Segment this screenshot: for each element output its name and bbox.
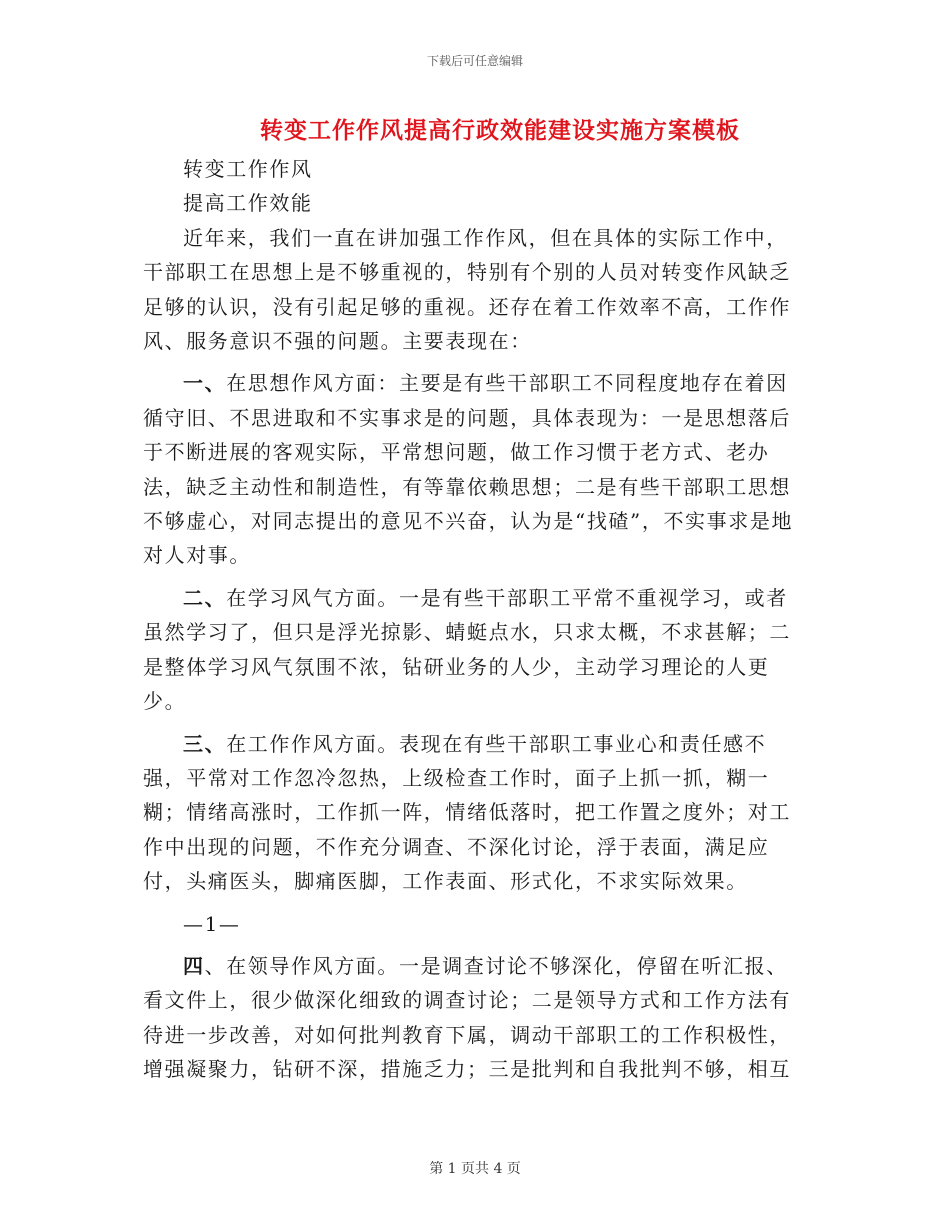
paragraph-study-style — [143, 581, 803, 719]
section-number: 二、 — [183, 585, 227, 610]
paragraph-intro: 近年来，我们一直在讲加强工作作风，但在具体的实际工作中，干部职工在思想上是不够重视的，特别有个别的人员对转变作风缺乏足够的认识，没有引起足够的重视。还存在着工作效率不高，工作作风、服务意识不强的问题。主要表现在： — [143, 225, 791, 354]
paragraph-text: 在学习风气方面。一是有些干部职工平常不重视学习，或者虽然学习了，但只是浮光掠影、蜻蜓点水，只求太概，不求甚解；二是整体学习风气氛围不浓，钻研业务的人少，主动学习理论的人更少。 — [143, 585, 791, 714]
paragraph-leadership-style — [143, 949, 803, 1087]
section-number: 三、 — [183, 731, 227, 756]
page-footer: 第 1 页共 4 页 — [429, 1161, 521, 1177]
paragraph-thinking-style — [143, 366, 803, 572]
paragraph-heading-2: 提高工作效能 — [183, 191, 313, 216]
header-note: 下载后可任意编辑 — [426, 54, 523, 68]
paragraph-text: 在思想作风方面：主要是有些干部职工不同程度地存在着因循守旧、不思进取和不实事求是的问题，具体表现为：一是思想落后于不断进展的客观实际，平常想问题，做工作习惯于老方式、老办法，缺乏主动性和制造性，有等靠依赖思想；二是有些干部职工思想不够虚心，对同志提出的意见不兴奋，认为是“找碴”，不实事求是地对人对事。 — [143, 371, 794, 568]
paragraph-text: 在工作作风方面。表现在有些干部职工事业心和责任感不强，平常对工作忽冷忽热，上级检查工作时，面子上抓一抓，糊一糊；情绪高涨时，工作抓一阵，情绪低落时，把工作置之度外；对工作中出现的问题，不作充分调查、不深化讨论，浮于表面，满足应付，头痛医头，脚痛医脚，工作表面、形式化，不求实际效果。 — [143, 731, 791, 894]
document-title: 转变工作作风提高行政效能建设实施方案模板 — [260, 117, 740, 144]
section-number: 一、 — [183, 371, 227, 396]
paragraph-work-style — [143, 727, 803, 899]
page-number-inline: —1— — [183, 911, 241, 936]
paragraph-heading-1: 转变工作作风 — [183, 157, 313, 181]
section-number: 四 — [183, 953, 205, 978]
paragraph-text: 、在领导作风方面。一是调查讨论不够深化，停留在听汇报、看文件上，很少做深化细致的调查讨论；二是领导方式和工作方法有待进一步改善，对如何批判教育下属，调动干部职工的工作积极性，增强凝聚力，钻研不深，措施乏力；三是批判和自我批判不够，相互 — [143, 953, 791, 1082]
document-body — [143, 152, 803, 1087]
